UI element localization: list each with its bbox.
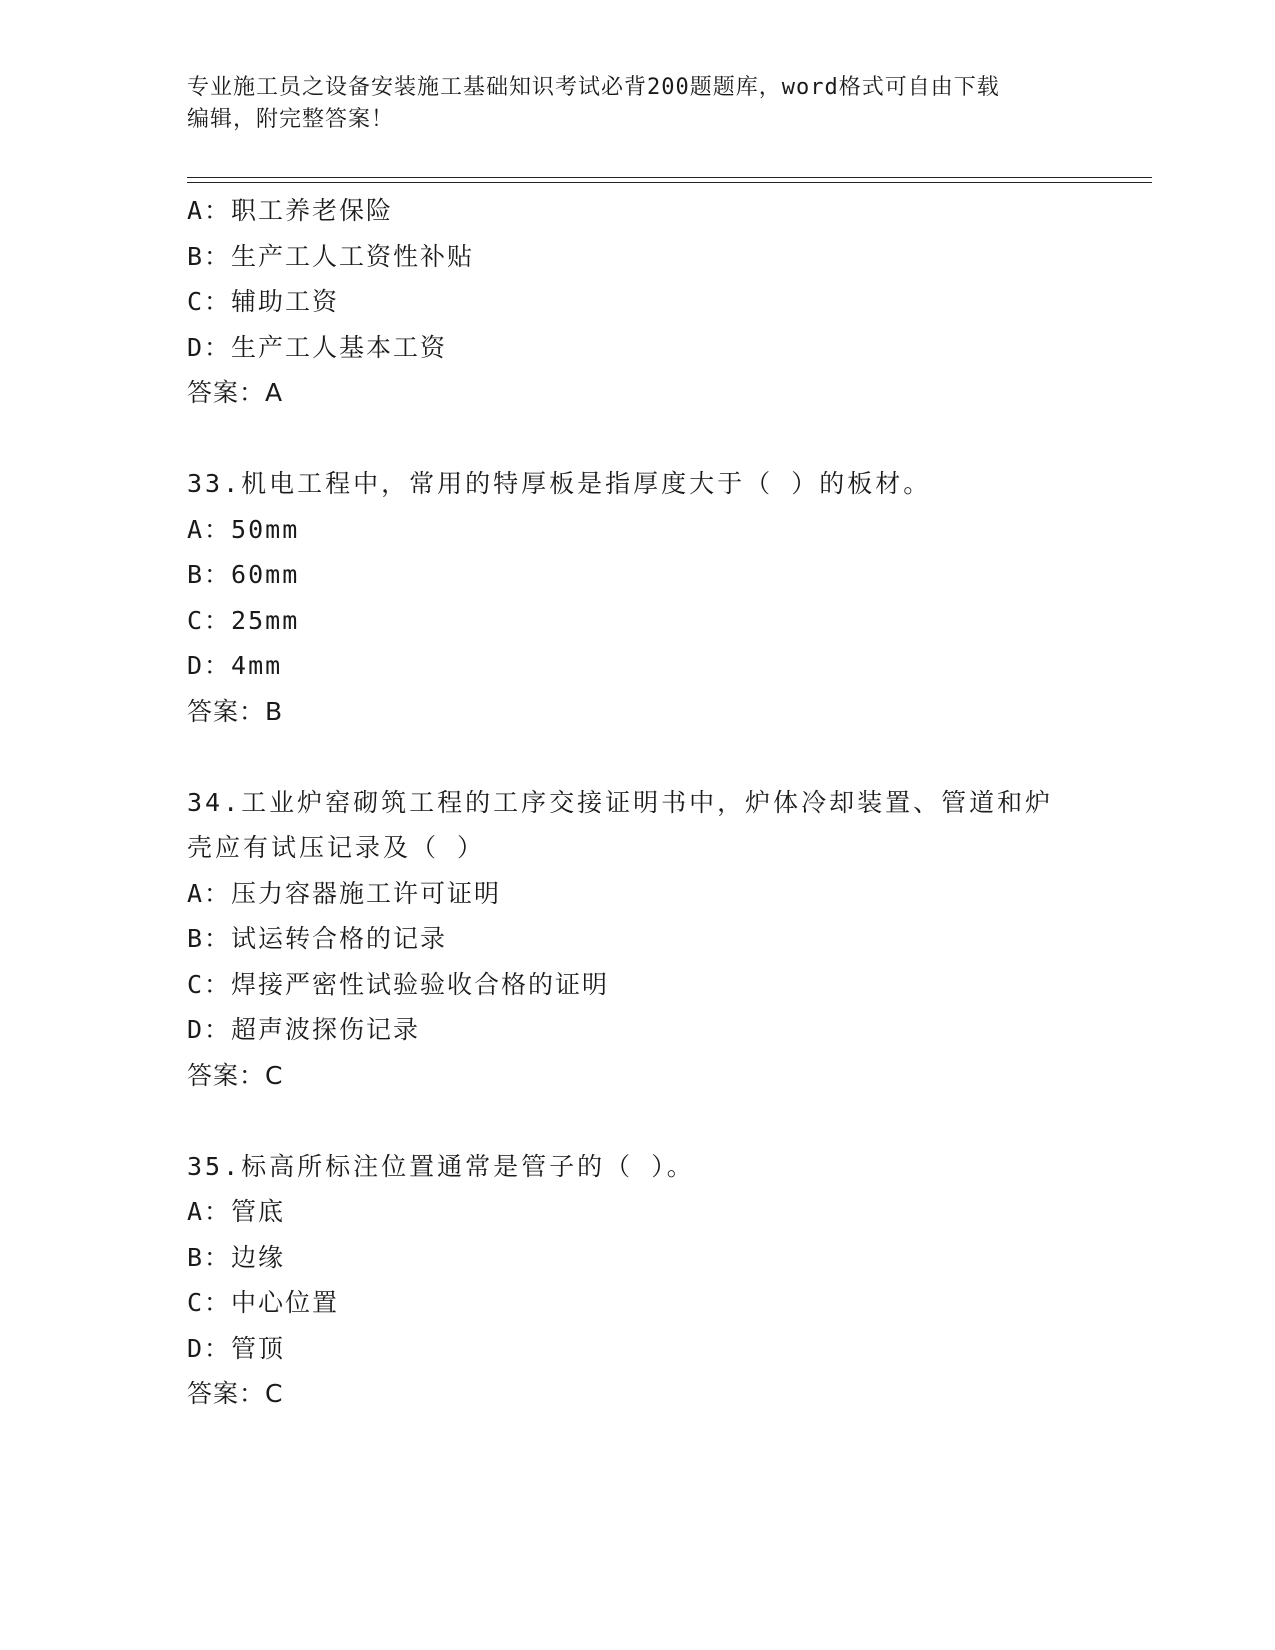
option-b: B：试运转合格的记录 xyxy=(187,924,448,953)
answer-line: 答案：C xyxy=(187,1379,284,1408)
option-d: D：生产工人基本工资 xyxy=(187,332,448,362)
question-block-35 xyxy=(187,1144,1152,1417)
header-divider-top xyxy=(187,177,1152,178)
option-d: D：4mm xyxy=(187,651,283,680)
option-a: A：管底 xyxy=(187,1197,286,1226)
header-line-1: 专业施工员之设备安装施工基础知识考试必背200题题库，word格式可自由下载 xyxy=(187,75,1000,100)
spacer xyxy=(187,416,1152,462)
option-c: C：焊接严密性试验验收合格的证明 xyxy=(187,969,610,999)
answer-line: 答案：C xyxy=(187,1060,284,1090)
option-b: B：边缘 xyxy=(187,1242,286,1272)
question-text-line-1: 34.工业炉窑砌筑工程的工序交接证明书中，炉体冷却装置、管道和炉 xyxy=(187,787,1054,817)
header-divider-bottom xyxy=(187,182,1152,183)
question-text-line-2: 壳应有试压记录及（ ） xyxy=(187,833,486,862)
option-b: B：60mm xyxy=(187,560,300,589)
option-b: B：生产工人工资性补贴 xyxy=(187,241,475,271)
option-c: C：中心位置 xyxy=(187,1288,340,1317)
answer-line: 答案：B xyxy=(187,696,284,726)
answer-line: 答案：A xyxy=(187,378,284,407)
question-block-33 xyxy=(187,461,1152,734)
option-d: D：超声波探伤记录 xyxy=(187,1015,421,1044)
option-a: A：压力容器施工许可证明 xyxy=(187,878,502,908)
spacer xyxy=(187,1098,1152,1144)
question-list xyxy=(187,188,1152,1417)
option-a: A：职工养老保险 xyxy=(187,196,394,225)
document-header xyxy=(187,72,1087,136)
question-block-partial xyxy=(187,188,1152,416)
option-d: D：管顶 xyxy=(187,1333,286,1363)
question-text: 33.机电工程中，常用的特厚板是指厚度大于（ ）的板材。 xyxy=(187,469,932,498)
option-a: A：50mm xyxy=(187,514,300,544)
spacer xyxy=(187,734,1152,780)
question-block-34 xyxy=(187,780,1152,1099)
header-line-2: 编辑，附完整答案！ xyxy=(187,107,395,132)
question-text: 35.标高所标注位置通常是管子的（ ）。 xyxy=(187,1151,695,1181)
option-c: C：25mm xyxy=(187,605,300,635)
option-c: C：辅助工资 xyxy=(187,287,340,316)
